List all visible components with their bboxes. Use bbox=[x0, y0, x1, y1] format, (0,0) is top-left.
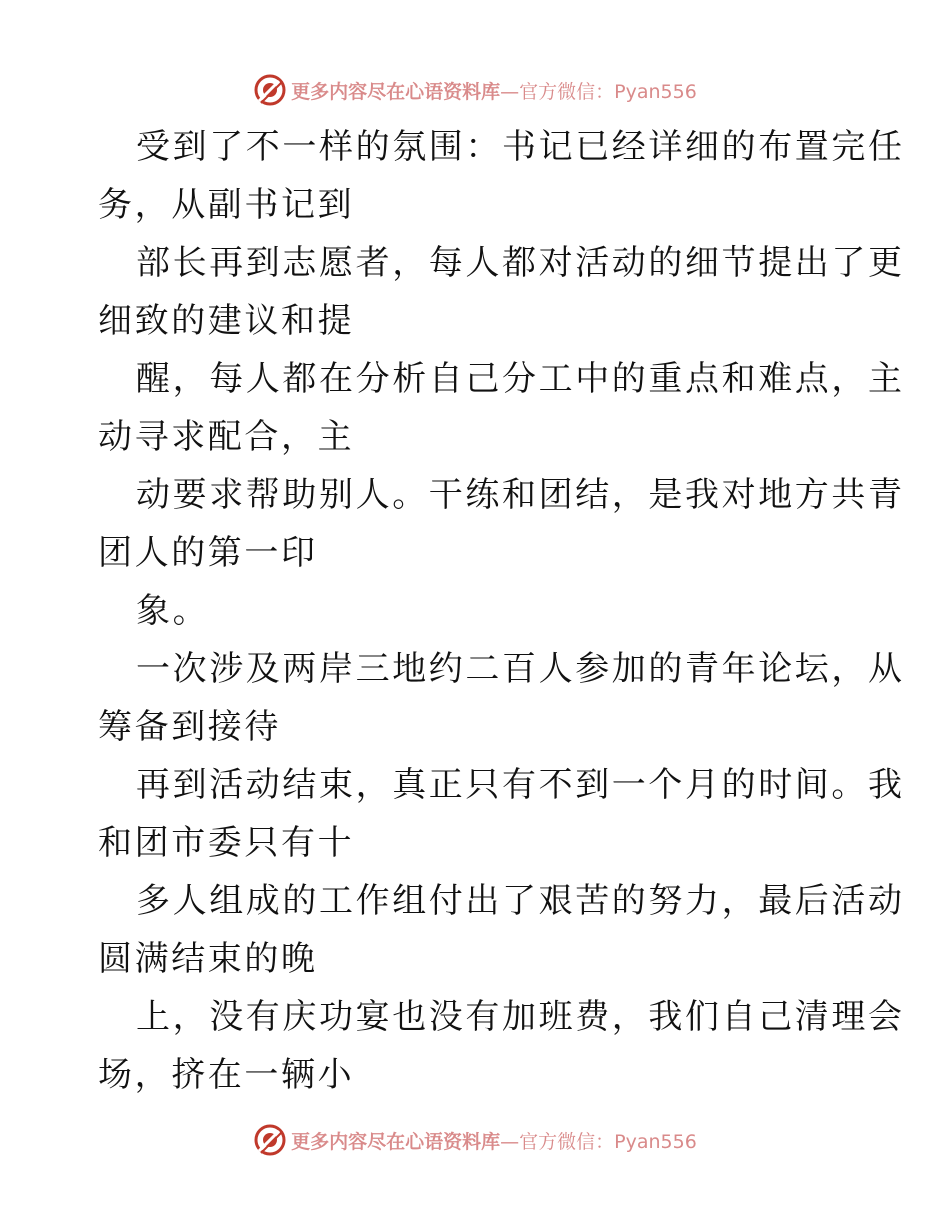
text-line: 场，挤在一辆小 bbox=[98, 1055, 355, 1095]
logo-icon bbox=[253, 1123, 287, 1157]
text-line: 多人组成的工作组付出了艰苦的努力，最后活动 bbox=[136, 881, 905, 921]
text-line: 团人的第一印 bbox=[98, 533, 318, 573]
footer-separator: — bbox=[500, 1130, 520, 1153]
text-line: 圆满结束的晚 bbox=[98, 939, 318, 979]
text-line: 醒，每人都在分析自己分工中的重点和难点，主 bbox=[136, 359, 905, 399]
footer-banner bbox=[0, 1120, 950, 1160]
text-line: 动寻求配合，主 bbox=[98, 417, 355, 457]
header-banner bbox=[0, 70, 950, 110]
text-line: 象。 bbox=[136, 591, 210, 631]
header-site-text: 更多内容尽在心语资料库 bbox=[291, 80, 501, 103]
text-line: 上，没有庆功宴也没有加班费，我们自己清理会 bbox=[136, 997, 905, 1037]
text-line: 务，从副书记到 bbox=[98, 185, 355, 225]
text-line: 细致的建议和提 bbox=[98, 301, 355, 341]
text-line: 一次涉及两岸三地约二百人参加的青年论坛，从 bbox=[136, 649, 905, 689]
footer-contact-text: 官方微信：Pyan556 bbox=[519, 1130, 697, 1153]
text-line: 和团市委只有十 bbox=[98, 823, 355, 863]
header-contact-text: 官方微信：Pyan556 bbox=[519, 80, 697, 103]
document-body bbox=[98, 118, 905, 1104]
logo-icon bbox=[253, 73, 287, 107]
text-line: 动要求帮助别人。干练和团结，是我对地方共青 bbox=[136, 475, 905, 515]
text-line: 受到了不一样的氛围：书记已经详细的布置完任 bbox=[136, 127, 905, 167]
text-line: 部长再到志愿者，每人都对活动的细节提出了更 bbox=[136, 243, 905, 283]
footer-site-text: 更多内容尽在心语资料库 bbox=[291, 1130, 501, 1153]
header-separator: — bbox=[500, 80, 520, 103]
text-line: 筹备到接待 bbox=[98, 707, 281, 747]
text-line: 再到活动结束，真正只有不到一个月的时间。我 bbox=[136, 765, 905, 805]
